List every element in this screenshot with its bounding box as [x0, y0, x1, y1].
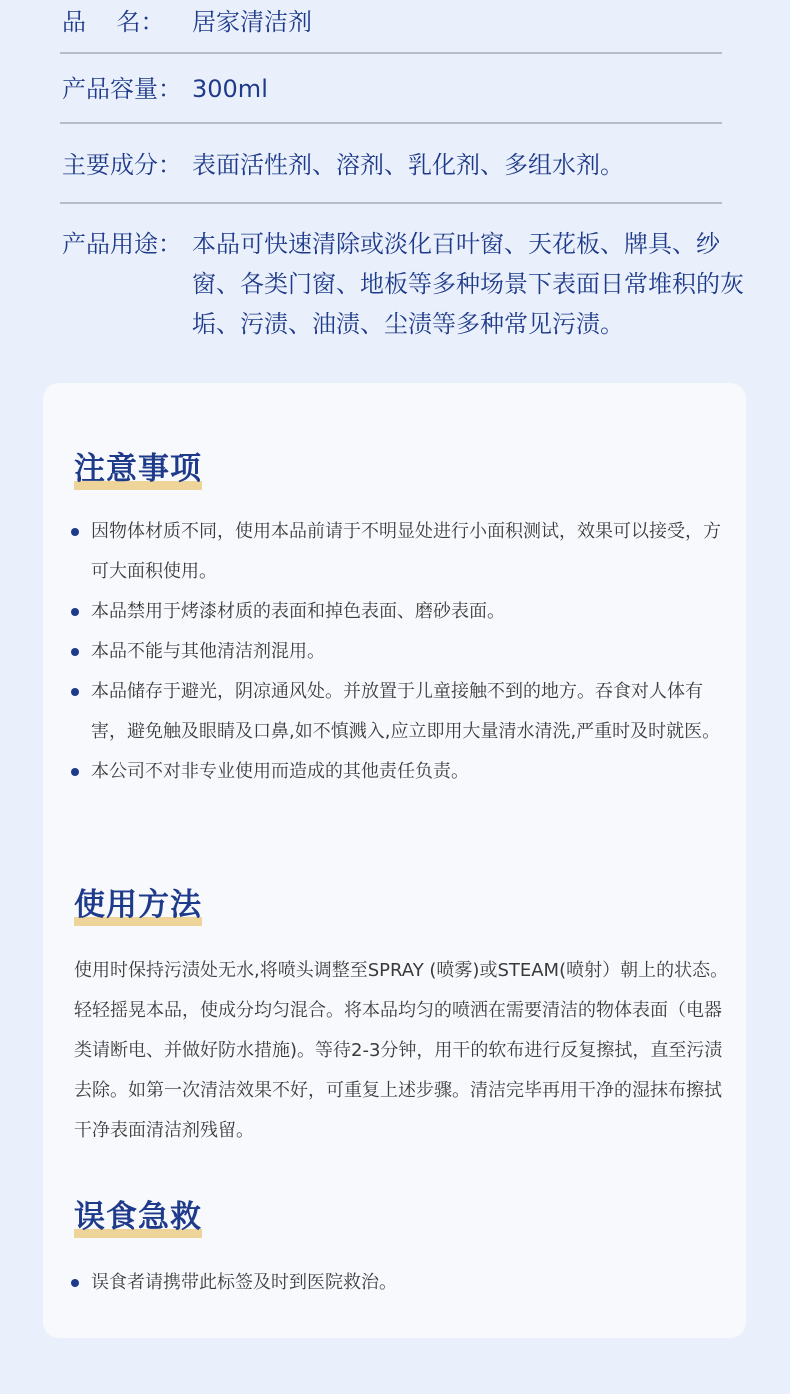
bullet-dot-icon — [71, 528, 79, 536]
list-item — [71, 512, 731, 592]
list-item-text: 本品禁用于烤漆材质的表面和掉色表面、磨砂表面。 — [91, 601, 505, 622]
list-item — [71, 632, 731, 672]
heading-text: 注意事项 — [74, 451, 202, 487]
spec-value: 300ml — [192, 75, 268, 103]
list-item-text: 本公司不对非专业使用而造成的其他责任负责。 — [91, 761, 469, 782]
precautions-heading — [74, 447, 202, 491]
divider — [60, 122, 722, 124]
spec-label: 产品用途： — [62, 230, 182, 258]
list-item — [71, 1263, 731, 1303]
list-item-text: 本品储存于避光，阴凉通风处。并放置于儿童接触不到的地方。吞食对人体有害，避免触及眼睛及口鼻,如不慎溅入,应立即用大量清水清洗,严重时及时就医。 — [91, 681, 721, 742]
bullet-dot-icon — [71, 608, 79, 616]
precautions-list — [71, 512, 731, 792]
spec-value: 本品可快速清除或淡化百叶窗、天花板、牌具、纱窗、各类门窗、地板等多种场景下表面日常堆积的灰垢、污渍、油渍、尘渍等多种常见污渍。 — [192, 230, 744, 338]
first-aid-list — [71, 1263, 731, 1303]
list-item — [71, 672, 731, 752]
divider — [60, 202, 722, 204]
spec-row-capacity — [62, 69, 752, 109]
spec-row-name — [62, 2, 752, 42]
divider — [60, 52, 722, 54]
spec-label: 主要成分： — [62, 151, 182, 179]
first-aid-heading — [74, 1195, 202, 1239]
heading-text: 使用方法 — [74, 887, 202, 923]
spec-label: 产品容量： — [62, 75, 182, 103]
usage-text: 使用时保持污渍处无水,将喷头调整至SPRAY (喷雾)或STEAM(喷射）朝上的状态。轻轻摇晃本品，使成分均匀混合。将本品均匀的喷洒在需要清洁的物体表面（电器类请断电、并做好防水措施)。等待2-3分钟，用干的软布进行反复擦拭，直至污渍去除。如第一次清洁效果不好，可重复上述步骤。清洁完毕再用干净的湿抹布擦拭干净表面清洁剂残留。 — [74, 960, 729, 1141]
spec-row-ingredients — [62, 145, 752, 185]
list-item-text: 本品不能与其他清洁剂混用。 — [91, 641, 325, 662]
bullet-dot-icon — [71, 648, 79, 656]
instructions-card — [43, 383, 746, 1338]
spec-value: 居家清洁剂 — [192, 8, 312, 36]
spec-label: 品 名： — [62, 8, 165, 36]
spec-row-usage — [62, 224, 752, 344]
list-item-text: 误食者请携带此标签及时到医院救治。 — [91, 1272, 397, 1293]
list-item-text: 因物体材质不同，使用本品前请于不明显处进行小面积测试，效果可以接受，方可大面积使用。 — [91, 521, 721, 582]
bullet-dot-icon — [71, 688, 79, 696]
heading-text: 误食急救 — [74, 1199, 202, 1235]
usage-heading — [74, 883, 202, 927]
list-item — [71, 592, 731, 632]
bullet-dot-icon — [71, 1279, 79, 1287]
list-item — [71, 752, 731, 792]
spec-value: 表面活性剂、溶剂、乳化剂、多组水剂。 — [192, 151, 624, 179]
bullet-dot-icon — [71, 768, 79, 776]
